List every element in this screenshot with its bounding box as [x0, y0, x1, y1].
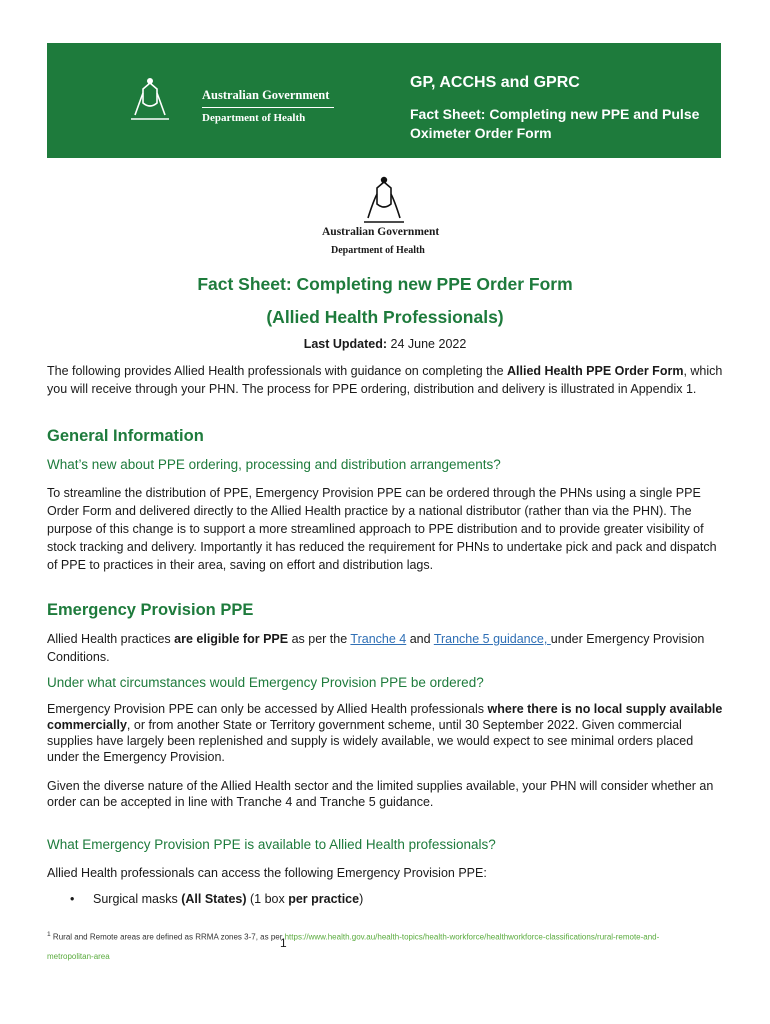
bullet-bold-states: (All States) [181, 892, 247, 906]
intro-text-post: , which you will receive through your PHN. The process for PPE ordering, distribution and delivery is illustrated in Appendix 1. [47, 364, 723, 396]
eligibility-paragraph [47, 630, 727, 666]
footnote-marker: 1 [47, 931, 51, 938]
coat-of-arms-icon [125, 75, 175, 125]
bullet-bold-practice: per practice [288, 892, 360, 906]
coat-of-arms-icon [356, 174, 412, 226]
eligibility-text-mid: as per the [288, 632, 351, 646]
bullet-text-post: ) [359, 892, 364, 906]
header-banner [47, 43, 721, 158]
org-department: Department of Health [331, 245, 425, 256]
eligibility-text: Allied Health practices [47, 632, 175, 646]
intro-bold: Allied Health PPE Order Form [507, 364, 684, 378]
emergency-heading: Emergency Provision PPE [47, 601, 254, 619]
general-paragraph: To streamline the distribution of PPE, Emergency Provision PPE can be ordered through the PHNs using a single PPE Order Form and delivered directly to the Allied Health practice by a national distributor (rather than via the PHN). The purpose of this change is to support a more streamlined approach to PPE distribution and to provide greater visibility of stock tracking and delivery. Importantly it has reduced the requirement for PHNs to undertake pick and pack and dispatch of PPE to practices in their area, saving on effort and distribution lags. [47, 486, 717, 572]
page-number: 1 [280, 936, 287, 950]
banner-org-line2: Department of Health [202, 112, 306, 124]
general-subheading: What’s new about PPE ordering, processing and distribution arrangements? [47, 457, 501, 472]
circumstances-text-post: , or from another State or Territory government scheme, until 30 September 2022. Given commercial supplies have largely been replenished and supply is widely available, we would expect to see minimal orders placed under the Emergency Provision. [47, 718, 694, 764]
banner-subtitle: Fact Sheet: Completing new PPE and Pulse Oximeter Order Form [410, 106, 700, 141]
available-paragraph: Allied Health professionals can access the following Emergency Provision PPE: [47, 866, 487, 880]
footnote [47, 925, 687, 966]
last-updated [0, 337, 770, 351]
circumstances-text: Emergency Provision PPE can only be accessed by Allied Health professionals [47, 702, 488, 716]
bullet-icon: • [70, 892, 75, 906]
eligibility-and: and [406, 632, 434, 646]
general-heading: General Information [47, 427, 204, 445]
tranche-4-link[interactable]: Tranche 4 [350, 632, 407, 646]
banner-org-line1: Australian Government [202, 88, 334, 108]
circumstances-bold: where there is no local supply available commercially [47, 702, 723, 732]
circumstances-paragraph [47, 701, 727, 765]
eligibility-bold: are eligible for PPE [174, 632, 289, 646]
footnote-text: Rural and Remote areas are defined as RRMA zones 3-7, as per [50, 932, 285, 942]
sector-paragraph: Given the diverse nature of the Allied Health sector and the limited supplies available, your PHN will consider whether an order can be accepted in line with Tranche 4 and Tranche 5 guidance. [47, 779, 714, 809]
banner-org-name [202, 88, 334, 124]
circumstances-subheading: Under what circumstances would Emergency Provision PPE be ordered? [47, 675, 484, 690]
last-updated-label: Last Updated: [303, 337, 388, 351]
list-item [93, 892, 363, 906]
bullet-text: Surgical masks [93, 892, 182, 906]
banner-title: GP, ACCHS and GPRC [410, 74, 580, 91]
document-title-line2: (Allied Health Professionals) [266, 307, 504, 327]
tranche-5-link[interactable]: Tranche 5 guidance, [433, 632, 551, 646]
document-title: Fact Sheet: Completing new PPE Order Form [197, 274, 573, 294]
bullet-text-mid: (1 box [246, 892, 289, 906]
last-updated-value: 24 June 2022 [390, 337, 467, 351]
footnote-url-link[interactable]: https://www.health.gov.au/health-topics/health-workforce/healthworkforce-classifications/rural-remote-and-metropolitan-area [47, 932, 660, 961]
intro-text: The following provides Allied Health professionals with guidance on completing the [47, 364, 507, 378]
eligibility-text-post: under Emergency Provision Conditions. [47, 632, 705, 664]
org-name: Australian Government [322, 226, 440, 238]
intro-paragraph [47, 362, 727, 398]
available-subheading: What Emergency Provision PPE is available to Allied Health professionals? [47, 837, 496, 852]
